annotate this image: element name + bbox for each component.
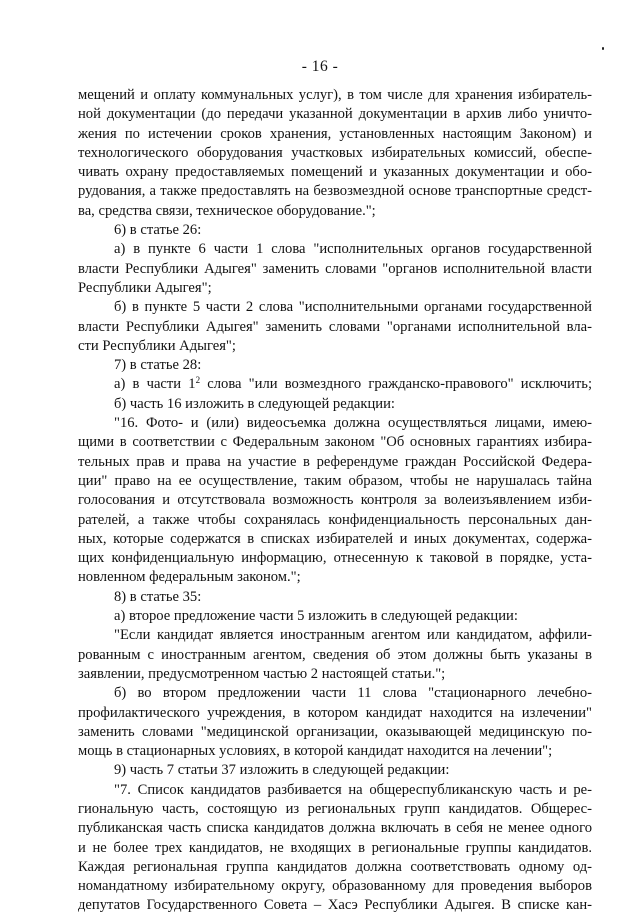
text-line: щими в соответствии с Федеральным законом "Об основных гарантиях избира- — [78, 434, 592, 451]
text-line: и не более трех кандидатов, не входящих в региональные группы кандидатов. — [78, 839, 592, 856]
text-segment: а) в части 1 — [114, 376, 196, 393]
text-line: номандатному избирательному округу, образованному для проведения выборов — [78, 878, 592, 895]
text-line: гиональную часть, состоящую из региональных групп кандидатов. Общерес- — [78, 800, 592, 817]
text-line: Республики Адыгея"; — [78, 279, 212, 296]
text-line: "Если кандидат является иностранным агентом или кандидатом, аффили- — [114, 627, 592, 644]
text-line: б) часть 16 изложить в следующей редакции: — [114, 395, 395, 412]
text-line: технологического оборудования участковых избирательных комиссий, обеспе- — [78, 144, 592, 161]
text-line: заменить словами "медицинской организации, оказывающей медицинскую по- — [78, 723, 592, 740]
text-line: ных, которые содержатся в списках избирателей и иных документах, содержа- — [78, 530, 592, 547]
scan-speck — [602, 47, 604, 50]
document-body — [78, 86, 592, 916]
text-line: сти Республики Адыгея"; — [78, 337, 236, 354]
text-line: ции" право на ее осуществление, таким образом, чтобы не нарушалась тайна — [78, 472, 592, 489]
text-line: "16. Фото- и (или) видеосъемка должна осуществляться лицами, имею- — [114, 415, 592, 432]
text-segment: слова "или возмездного гражданско-правового" исключить; — [200, 376, 593, 393]
text-line: б) в пункте 5 части 2 слова "исполнительными органами государственной — [114, 299, 592, 316]
text-line: Каждая региональная группа кандидатов должна соответствовать одному од- — [78, 858, 592, 875]
text-line: рателей, а также чтобы сохранялась конфиденциальность персональных дан- — [78, 511, 592, 528]
text-line: 7) в статье 28: — [114, 357, 202, 374]
text-line: а) в пункте 6 части 1 слова "исполнительных органов государственной — [114, 241, 592, 258]
text-line: чивать охрану предоставляемых помещений и указанных документации и обо- — [78, 164, 592, 181]
text-line: ва, средства связи, техническое оборудование."; — [78, 202, 376, 219]
text-line: рованным с иностранным агентом, сведения об этом должны быть указаны в — [78, 646, 592, 663]
text-line: депутатов Государственного Совета – Хасэ Республики Адыгея. В списке кан- — [78, 897, 592, 914]
superscript: 2 — [195, 375, 201, 386]
text-line: рудования, а также предоставлять на безвозмездной основе транспортные средст- — [78, 183, 592, 200]
text-line: мощь в стационарных условиях, в которой кандидат находится на лечении"; — [78, 743, 553, 760]
text-line: щих конфиденциальную информацию, отнесенную к таковой в порядке, уста- — [78, 550, 592, 567]
text-line: мещений и оплату коммунальных услуг), в том числе для хранения избиратель- — [78, 87, 592, 103]
text-line: публиканская часть списка кандидатов должна включать в себя не менее одного — [78, 820, 592, 837]
text-line: б) во втором предложении части 11 слова "стационарного лечебно- — [114, 685, 592, 702]
text-line: 6) в статье 26: — [114, 222, 202, 239]
text-line: власти Республики Адыгея" заменить словами "органов исполнительной власти — [78, 260, 592, 277]
text-line: заявлении, предусмотренном частью 2 настоящей статьи."; — [78, 665, 446, 682]
text-line: голосования и отсутствовала возможность контроля за волеизъявлением изби- — [78, 492, 592, 509]
text-line: 9) часть 7 статьи 37 изложить в следующей редакции: — [114, 762, 450, 779]
text-line: жения по истечении сроков хранения, установленных настоящим Законом) и — [78, 125, 592, 142]
text-line: профилактического учреждения, в котором кандидат находится на излечении" — [78, 704, 592, 721]
text-line: ной документации (до передачи указанной документации в архив либо уничто- — [78, 106, 592, 123]
text-line — [78, 375, 592, 394]
text-line: власти Республики Адыгея" заменить словами "органами исполнительной вла- — [78, 318, 592, 335]
text-line: 8) в статье 35: — [114, 588, 202, 605]
text-line: тельных прав и права на участие в референдуме граждан Российской Федера- — [78, 453, 592, 470]
text-line: "7. Список кандидатов разбивается на общереспубликанскую часть и ре- — [114, 781, 592, 798]
text-line: новленном федеральным законом."; — [78, 569, 301, 586]
text-line: а) второе предложение части 5 изложить в следующей редакции: — [114, 608, 518, 625]
page-number: - 16 - — [301, 58, 339, 75]
